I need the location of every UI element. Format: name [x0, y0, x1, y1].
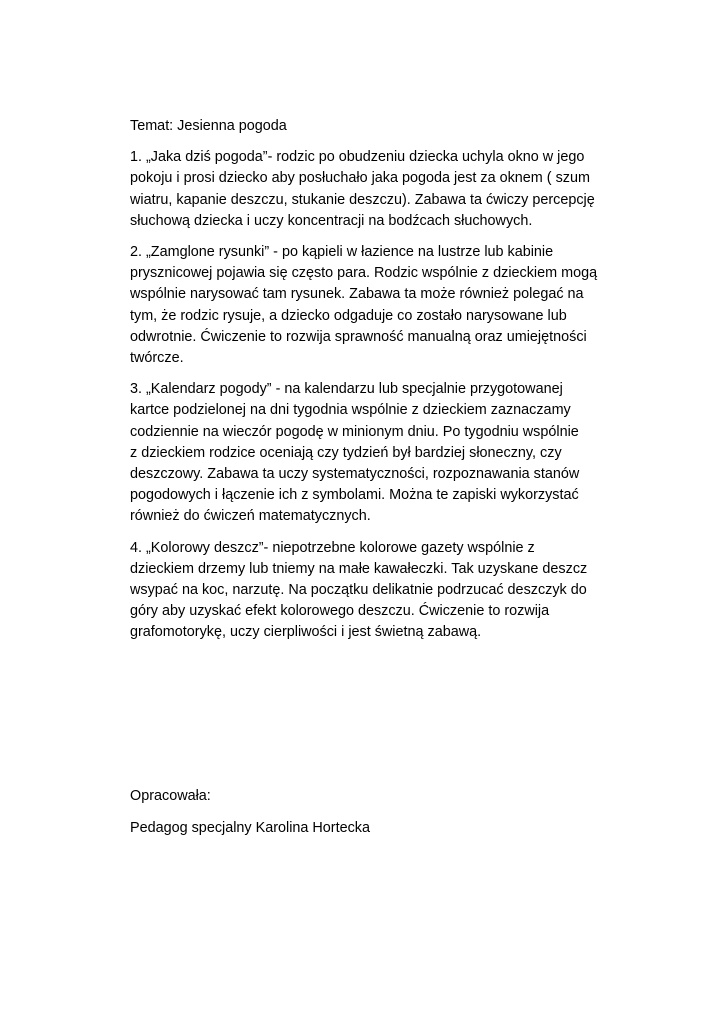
paragraph-line: wsypać na koc, narzutę. Na początku delikatnie podrzucać deszczyk do: [130, 582, 587, 599]
paragraph-line: słuchową dziecka i uczy koncentracji na bodźcach słuchowych.: [130, 212, 533, 229]
signature-block: [130, 786, 630, 839]
signature-author: Pedagog specjalny Karolina Hortecka: [130, 820, 370, 837]
paragraph-line: 2. „Zamglone rysunki” - po kąpieli w łazience na lustrze lub kabinie: [130, 244, 554, 261]
paragraph-line: wiatru, kapanie deszczu, stukanie deszczu). Zabawa ta ćwiczy percepcję: [130, 191, 595, 208]
paragraph-line: dzieckiem drzemy lub tniemy na małe kawałeczki. Tak uzyskane deszcz: [130, 560, 588, 577]
paragraph-line: twórcze.: [130, 350, 184, 367]
document-title: Temat: Jesienna pogoda: [130, 118, 287, 134]
paragraph-line: 3. „Kalendarz pogody” - na kalendarzu lub specjalnie przygotowanej: [130, 381, 563, 398]
paragraph-line: 1. „Jaka dziś pogoda”- rodzic po obudzeniu dziecka uchyla okno w jego: [130, 149, 585, 166]
document-body: [130, 116, 630, 654]
paragraph-line: tym, że rodzic rysuje, a dziecko odgaduje co zostało narysowane lub: [130, 307, 567, 324]
paragraph-line: codziennie na wieczór pogodę w minionym dniu. Po tygodniu wspólnie: [130, 423, 579, 440]
activity-paragraph-3: [130, 379, 630, 527]
paragraph-line: z dzieckiem rodzice oceniają czy tydzień był bardziej słoneczny, czy: [130, 444, 562, 461]
paragraph-line: pokoju i prosi dziecko aby posłuchało jaka pogoda jest za oknem ( szum: [130, 170, 590, 187]
paragraph-line: pogodowych i łączenie ich z symbolami. Można te zapiski wykorzystać: [130, 487, 579, 504]
signature-label: Opracowała:: [130, 788, 211, 804]
paragraph-line: prysznicowej pojawia się często para. Rodzic wspólnie z dzieckiem mogą: [130, 265, 598, 282]
paragraph-line: wspólnie narysować tam rysunek. Zabawa ta może również polegać na: [130, 286, 584, 303]
paragraph-line: również do ćwiczeń matematycznych.: [130, 508, 371, 525]
paragraph-line: 4. „Kolorowy deszcz”- niepotrzebne kolorowe gazety wspólnie z: [130, 539, 535, 556]
activity-paragraph-1: [130, 147, 630, 232]
paragraph-line: odwrotnie. Ćwiczenie to rozwija sprawność manualną oraz umiejętności: [130, 328, 587, 345]
activity-paragraph-4: [130, 538, 630, 644]
activity-paragraph-2: [130, 242, 630, 369]
paragraph-line: kartce podzielonej na dni tygodnia wspólnie z dzieckiem zaznaczamy: [130, 402, 571, 419]
paragraph-line: grafomotorykę, uczy cierpliwości i jest świetną zabawą.: [130, 624, 482, 641]
paragraph-line: deszczowy. Zabawa ta uczy systematyczności, rozpoznawania stanów: [130, 466, 580, 483]
paragraph-line: góry aby uzyskać efekt kolorowego deszczu. Ćwiczenie to rozwija: [130, 603, 550, 620]
